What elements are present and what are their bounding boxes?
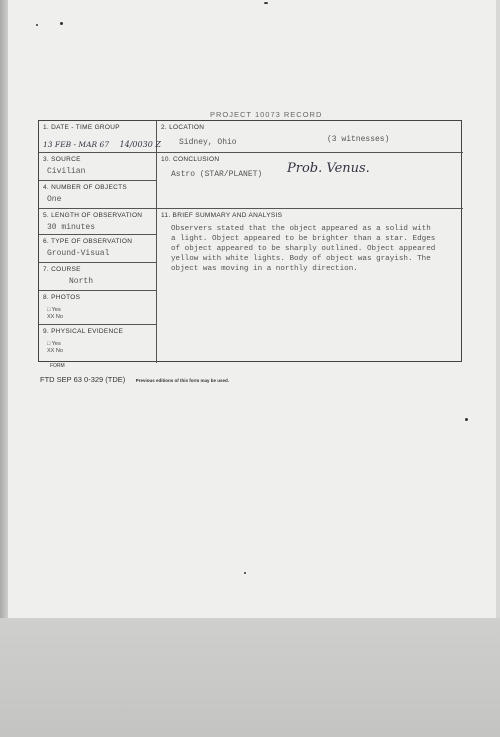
length-of-observation-value: 30 minutes — [47, 223, 96, 232]
scan-speck — [264, 2, 268, 4]
cell-physical-evidence — [39, 325, 157, 363]
course-value: North — [69, 277, 94, 286]
cell-photos — [39, 291, 157, 325]
source-label: 3. SOURCE — [43, 156, 81, 163]
physical-evidence-no-option: XX No — [47, 348, 63, 354]
photos-yes-option: □ Yes — [47, 307, 61, 313]
conclusion-label: 10. CONCLUSION — [161, 156, 220, 163]
cell-course — [39, 263, 157, 291]
source-value: Civilian — [47, 167, 86, 176]
cell-length-of-observation — [39, 209, 157, 235]
cell-source — [39, 153, 157, 181]
physical-evidence-yes-option: □ Yes — [47, 341, 61, 347]
footer-form-code: FTD SEP 63 0-329 (TDE) — [40, 375, 126, 384]
type-of-observation-label: 6. TYPE OF OBSERVATION — [43, 238, 133, 245]
length-of-observation-label: 5. LENGTH OF OBSERVATION — [43, 212, 143, 219]
location-value: Sidney, Ohio — [179, 138, 237, 147]
cell-type-of-observation — [39, 235, 157, 263]
cell-location — [157, 121, 463, 153]
cell-summary — [157, 209, 463, 363]
summary-line: Observers stated that the object appeared as a solid with — [171, 225, 431, 233]
cell-date-time-group — [39, 121, 161, 153]
footer-previous-editions-note: Previous editions of this form may be used. — [135, 378, 230, 383]
scan-speck — [60, 22, 63, 25]
type-of-observation-value: Ground-Visual — [47, 249, 110, 258]
number-of-objects-value: One — [47, 195, 62, 204]
summary-line: object was moving in a northly direction. — [171, 265, 358, 273]
project-record-title: PROJECT 10073 RECORD — [210, 110, 323, 119]
conclusion-handwritten: Prob. Venus. — [287, 161, 370, 176]
scan-speck — [244, 572, 246, 574]
location-label: 2. LOCATION — [161, 124, 205, 131]
cell-conclusion — [157, 153, 463, 209]
summary-line: of object appeared to be sharply outlined. Object appeared — [171, 245, 436, 253]
course-label: 7. COURSE — [43, 266, 81, 273]
date-time-group-extra: 14/0030 Z — [119, 140, 161, 149]
cell-number-of-objects — [39, 181, 157, 209]
summary-line: a light. Object appeared to be brighter than a star. Edges — [171, 235, 436, 243]
date-time-group-value: 13 FEB - MAR 67 — [43, 140, 110, 149]
physical-evidence-label: 9. PHYSICAL EVIDENCE — [43, 328, 124, 335]
scan-background — [0, 618, 500, 737]
footer-form-word: FORM — [50, 363, 65, 369]
date-time-group-label: 1. DATE - TIME GROUP — [43, 124, 120, 131]
number-of-objects-label: 4. NUMBER OF OBJECTS — [43, 184, 128, 191]
location-witness-note: (3 witnesses) — [327, 135, 390, 144]
record-form — [38, 120, 462, 362]
summary-label: 11. BRIEF SUMMARY AND ANALYSIS — [161, 212, 283, 219]
summary-text — [171, 224, 457, 274]
photos-no-option: XX No — [47, 314, 63, 320]
conclusion-value: Astro (STAR/PLANET) — [171, 170, 263, 179]
photos-label: 8. PHOTOS — [43, 294, 81, 301]
scan-speck — [465, 418, 468, 421]
scan-speck — [36, 24, 38, 26]
summary-line: yellow with white lights. Body of object was grayish. The — [171, 255, 431, 263]
form-footer — [40, 363, 229, 387]
